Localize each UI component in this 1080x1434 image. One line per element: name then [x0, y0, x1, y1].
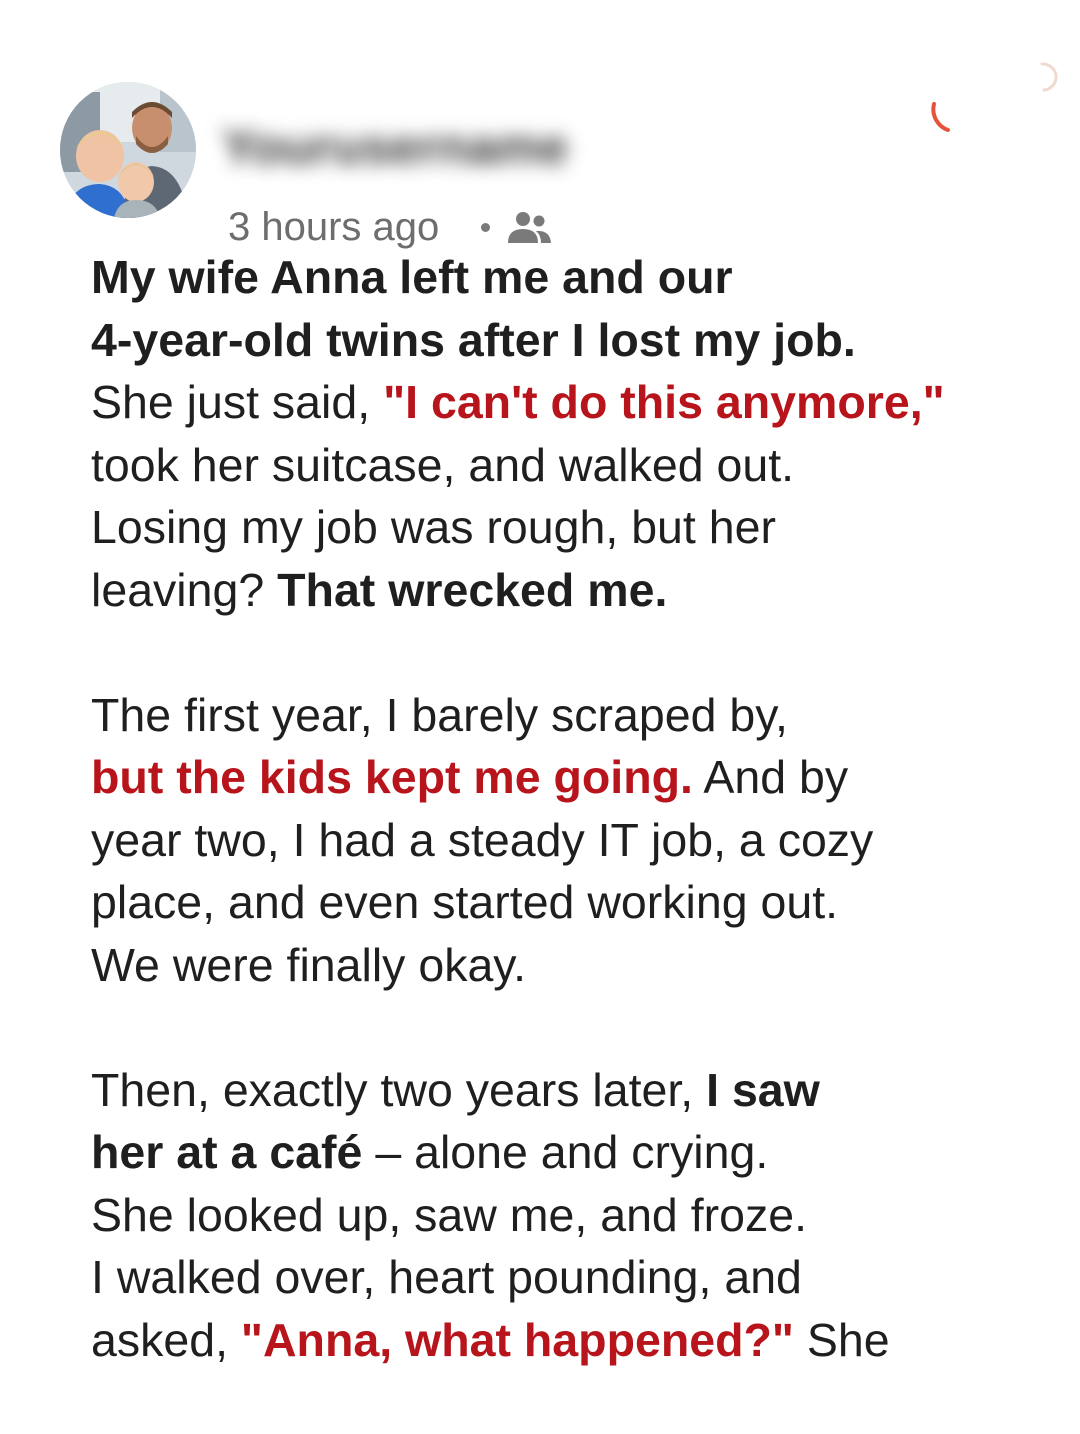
body-text: We were finally okay.	[91, 938, 527, 991]
post-body	[91, 246, 1051, 1434]
post-timestamp[interactable]: 3 hours ago	[228, 204, 440, 249]
post-line	[91, 1184, 1051, 1247]
highlighted-quote: "I can't do this anymore,"	[383, 376, 945, 428]
post-line	[91, 809, 1051, 872]
body-text: She looked up, saw me, and froze.	[91, 1188, 808, 1241]
highlighted-quote: "Anna, what happened?"	[240, 1313, 794, 1366]
body-text: And by	[692, 751, 849, 803]
people-icon	[506, 209, 552, 245]
body-text: I walked over, heart pounding, and	[91, 1251, 802, 1303]
post-line	[91, 246, 1051, 309]
post-paragraph	[91, 246, 1051, 621]
loading-spinner-icon	[900, 40, 1060, 140]
body-text: took her suitcase, and walked out.	[91, 438, 795, 491]
body-text: place, and even started working out.	[91, 876, 839, 928]
post-line	[91, 1309, 1051, 1372]
highlighted-quote: but the kids kept me going.	[91, 751, 693, 803]
bold-text: her at a café	[91, 1126, 363, 1178]
post-line	[91, 496, 1051, 559]
body-text: leaving?	[91, 563, 278, 616]
post-line	[91, 746, 1051, 809]
body-text: She	[793, 1313, 890, 1366]
post-line	[91, 1246, 1051, 1309]
body-text: asked,	[91, 1313, 241, 1366]
bold-text: I saw	[706, 1063, 820, 1116]
bold-text: My wife Anna left me and our	[91, 251, 733, 303]
body-text: Losing my job was rough, but her	[91, 501, 776, 553]
author-avatar[interactable]	[60, 82, 196, 218]
post-paragraph	[91, 684, 1051, 997]
post-line	[91, 559, 1051, 622]
body-text: The first year, I barely scraped by,	[91, 688, 788, 741]
bold-text: 4-year-old twins after I lost my job.	[91, 313, 856, 366]
post-meta	[228, 202, 552, 252]
family-photo-avatar	[60, 82, 196, 218]
post-line	[91, 371, 1051, 434]
body-text: She just said,	[91, 376, 384, 428]
post-header	[0, 0, 1080, 250]
body-text: year two, I had a steady IT job, a cozy	[91, 813, 874, 866]
post-line	[91, 934, 1051, 997]
post-line	[91, 684, 1051, 747]
post-line	[91, 1121, 1051, 1184]
post-line	[91, 434, 1051, 497]
body-text: Then, exactly two years later,	[91, 1063, 707, 1116]
body-text: – alone and crying.	[362, 1126, 769, 1178]
author-name[interactable]: Yourusername	[222, 119, 569, 174]
post-line	[91, 871, 1051, 934]
bold-text: That wrecked me.	[277, 563, 668, 616]
separator-dot	[481, 223, 490, 232]
post-line	[91, 1059, 1051, 1122]
post-line	[91, 309, 1051, 372]
post-paragraph	[91, 1059, 1051, 1372]
